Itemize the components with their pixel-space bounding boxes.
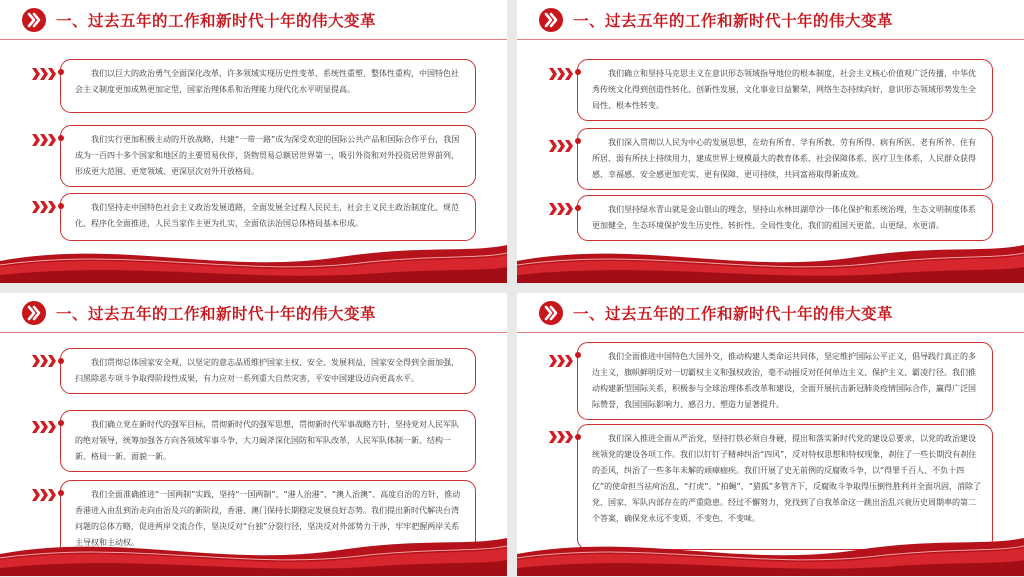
paragraph-card (577, 59, 993, 121)
card-bullet-dot (58, 69, 64, 75)
title-divider (517, 39, 1024, 40)
red-wave-decoration (517, 528, 1024, 576)
card-bullet-dot (575, 434, 581, 440)
red-wave-decoration (0, 528, 507, 576)
paragraph-card (60, 348, 476, 394)
red-wave-decoration (0, 235, 507, 283)
card-bullet-dot (575, 205, 581, 211)
paragraph-text: 我们深入推进全面从严治党，坚持打铁必须自身硬，提出和落实新时代党的建设总要求，以党的政治建设统领党的建设各项工作。我们以钉钉子精神纠治“四风”，反对特权思想和特权现象，刹住了一些长期没有刹住的歪风，纠治了一些多年未解的顽瘴痼疾。我们开展了史无前例的反腐败斗争，以“得罪千百人、不负十四亿”的使命担当祛疴治乱，“打虎”、“拍蝇”、“猎狐”多管齐下，反腐败斗争取得压倒性胜利并全面巩固，消除了党、国家、军队内部存在的严重隐患。经过不懈努力，党找到了自我革命这一跳出治乱兴衰历史周期率的第二个答案，确保党永远不变质、不变色、不变味。 (592, 434, 982, 523)
card-bullet-dot (58, 203, 64, 209)
triple-chevron-icon (32, 355, 56, 367)
double-chevron-logo-icon (22, 301, 46, 325)
title-divider (517, 332, 1024, 333)
triple-chevron-icon (32, 421, 56, 433)
slide-header (22, 7, 376, 33)
paragraph-text: 我们深入贯彻以人民为中心的发展思想，在幼有所育、学有所教、劳有所得、病有所医、老有所养、住有所居、弱有所扶上持续用力，建成世界上规模最大的教育体系、社会保障体系、医疗卫生体系，人民群众获得感、幸福感、安全感更加充实、更有保障、更可持续，共同富裕取得新成效。 (592, 138, 976, 179)
slide-4 (517, 293, 1024, 576)
card-bullet-dot (58, 420, 64, 426)
slide-2 (517, 0, 1024, 283)
triple-chevron-icon (32, 134, 56, 146)
slide-title: 一、过去五年的工作和新时代十年的伟大变革 (573, 12, 894, 30)
title-divider (0, 39, 507, 40)
triple-chevron-icon (549, 68, 573, 80)
paragraph-card (577, 342, 993, 420)
card-bullet-dot (575, 138, 581, 144)
title-divider (0, 332, 507, 333)
card-bullet-dot (58, 358, 64, 364)
paragraph-text: 我们确立党在新时代的强军目标，贯彻新时代的强军思想，贯彻新时代军事战略方针，坚持党对人民军队的绝对领导，统筹加强各方向各领域军事斗争，大刀阔斧深化国防和军队改革，人民军队体制一新、结构一新、格局一新、面貌一新。 (75, 420, 459, 461)
slide-header (22, 300, 376, 326)
slide-title: 一、过去五年的工作和新时代十年的伟大变革 (56, 12, 377, 30)
triple-chevron-icon (32, 68, 56, 80)
paragraph-card (60, 59, 476, 113)
triple-chevron-icon (32, 201, 56, 213)
triple-chevron-icon (549, 431, 573, 443)
red-wave-decoration (517, 235, 1024, 283)
slide-title: 一、过去五年的工作和新时代十年的伟大变革 (56, 305, 377, 323)
paragraph-card (60, 125, 476, 187)
paragraph-text: 我们以巨大的政治勇气全面深化改革，许多领域实现历史性变革、系统性重塑、整体性重构，中国特色社会主义制度更加成熟更加定型，国家治理体系和治理能力现代化水平明显提高。 (75, 69, 459, 94)
triple-chevron-icon (549, 140, 573, 152)
double-chevron-logo-icon (539, 301, 563, 325)
paragraph-card (577, 128, 993, 190)
paragraph-text: 我们全面推进中国特色大国外交，推动构建人类命运共同体，坚定维护国际公平正义，倡导践行真正的多边主义，旗帜鲜明反对一切霸权主义和强权政治，毫不动摇反对任何单边主义、保护主义、霸凌行径。我们推动构建新型国际关系，积极参与全球治理体系改革和建设，全面开展抗击新冠肺炎疫情国际合作，赢得广泛国际赞誉，我国国际影响力、感召力、塑造力显著提升。 (592, 352, 976, 409)
slide-title: 一、过去五年的工作和新时代十年的伟大变革 (573, 305, 894, 323)
card-bullet-dot (575, 352, 581, 358)
slide-1 (0, 0, 507, 283)
paragraph-text: 我们实行更加积极主动的开放战略，共建“一带一路”成为深受欢迎的国际公共产品和国际合作平台，我国成为一百四十多个国家和地区的主要贸易伙伴，货物贸易总额居世界第一，吸引外资和对外投资居世界前列，形成更大范围、更宽领域、更深层次对外开放格局。 (75, 135, 460, 176)
double-chevron-logo-icon (22, 8, 46, 32)
slide-header (539, 7, 893, 33)
paragraph-text: 我们贯彻总体国家安全观，以坚定的意志品质维护国家主权、安全、发展利益，国家安全得到全面加强，扫黑除恶专项斗争取得阶段性成果，有力应对一系列重大自然灾害，平安中国建设迈向更高水平。 (75, 358, 459, 383)
paragraph-text: 我们坚持绿水青山就是金山银山的理念，坚持山水林田湖草沙一体化保护和系统治理，生态文明制度体系更加健全，生态环境保护发生历史性、转折性、全局性变化，我们的祖国天更蓝、山更绿、水更清。 (592, 205, 976, 230)
paragraph-card (60, 410, 476, 472)
triple-chevron-icon (549, 203, 573, 215)
paragraph-text: 我们坚持走中国特色社会主义政治发展道路，全面发展全过程人民民主，社会主义民主政治制度化、规范化、程序化全面推进，人民当家作主更为扎实，全面依法治国总体格局基本形成。 (75, 203, 459, 228)
paragraph-card (60, 193, 476, 241)
slide-3 (0, 293, 507, 576)
paragraph-text: 我们确立和坚持马克思主义在意识形态领域指导地位的根本制度，社会主义核心价值观广泛传播，中华优秀传统文化得到创造性转化、创新性发展，文化事业日益繁荣，网络生态持续向好，意识形态领域形势发生全局性、根本性转变。 (592, 69, 976, 110)
triple-chevron-icon (32, 489, 56, 501)
double-chevron-logo-icon (539, 8, 563, 32)
card-bullet-dot (58, 490, 64, 496)
card-bullet-dot (58, 135, 64, 141)
paragraph-text: 我们全面准确推进“一国两制”实践，坚持“一国两制”、“港人治港”、“澳人治澳”、高度自治的方针，推动香港进入由乱到治走向由治及兴的新阶段，香港、澳门保持长期稳定发展良好态势。我们提出新时代解决台湾问题的总体方略，促进两岸交流合作，坚决反对“台独”分裂行径，坚决反对外部势力干涉，牢牢把握两岸关系主导权和主动权。 (75, 490, 461, 547)
triple-chevron-icon (549, 355, 573, 367)
card-bullet-dot (575, 69, 581, 75)
slide-header (539, 300, 893, 326)
